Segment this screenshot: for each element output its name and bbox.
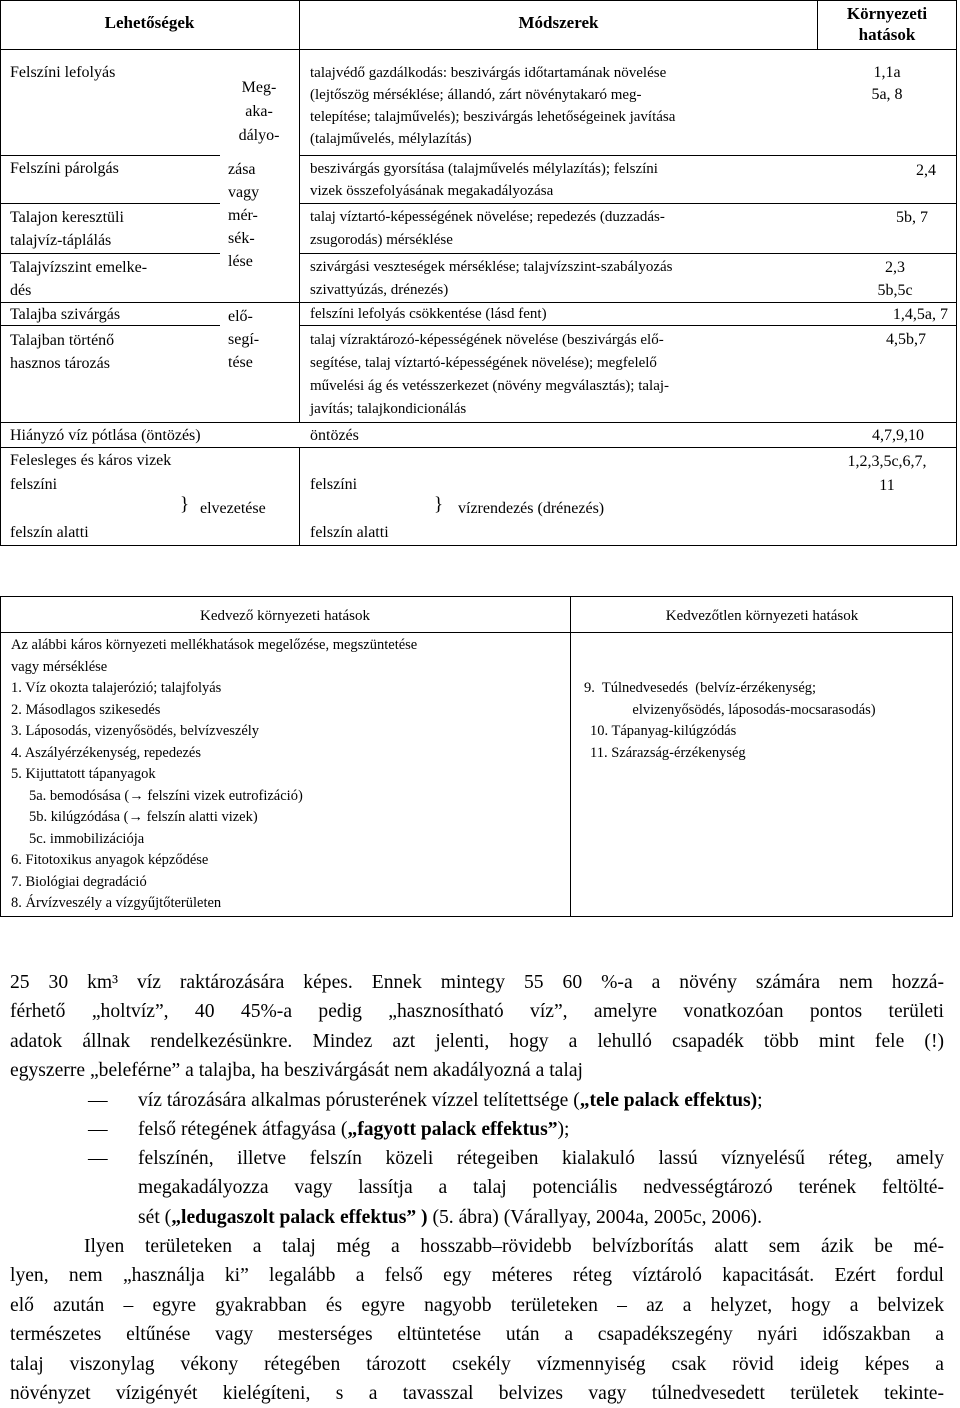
row2-method: beszivárgás gyorsítása (talajművelés mélylazítás); felszíni vizek összefolyásának megakadályozása — [310, 161, 658, 199]
row8-surface-label: felszíni — [10, 476, 58, 493]
row1-method: talajvédő gazdálkodás: beszivárgás időtartamának növelése (lejtőszög mérséklése; állandó, zárt növénytakaró meg- telepítése; talajművelés); beszivárgás lehetőségeinek javítása (talajművelés, mélylazítás) — [310, 65, 676, 147]
list-item: 4. Aszályérzékenység, repedezés — [11, 744, 202, 761]
row8-method: vízrendezés (drénezés) — [458, 500, 605, 517]
list-item: 10. Tápanyag-kilúgzódás — [590, 723, 737, 739]
list-item: 8. Árvízveszély a vízgyűjtőterületen — [11, 895, 222, 911]
header-unfavorable-effects: Kedvezőtlen környezeti hatások — [665, 608, 859, 624]
unfavorable-effects-list — [584, 678, 924, 764]
list-item: 5b. kilúgzódása (→ felszín alatti vizek) — [29, 809, 258, 825]
row8-possibility-title: Felesleges és káros vizek — [10, 452, 172, 469]
row6-effects: 4,5b,7 — [886, 331, 926, 348]
row2-effects: 2,4 — [916, 162, 936, 179]
favorable-effects-list — [11, 635, 417, 915]
list-item: 7. Biológiai degradáció — [11, 873, 147, 890]
header-effects: Környezeti hatások — [846, 4, 928, 44]
bullet-dash: — — [88, 1090, 108, 1111]
bullet-item-plugged-bottle: felszínén, illetve felszín közeli rétegeiben kialakuló lassú víznyelésű réteg, amely megakadályozza vagy lassítja a talaj potenciális nedvességtározó terének feltölté- sét („ledugaszolt palack effektus” ) (5. ábra) (Várallyay, 2004a, 2005c, 2006). — [138, 1148, 944, 1228]
row2-possibility: Felszíni párolgás — [10, 160, 119, 177]
list-item: 5. Kijuttatott tápanyagok — [11, 766, 156, 782]
row4-effects: 2,3 5b,5c — [877, 259, 913, 299]
body-paragraph-2: Ilyen területeken a talaj még a hosszabb–rövidebb belvízborítás alatt sem ázik be mé- lyen, nem „használja ki” legalább a felső egy méteres réteg víztároló kapacitását. Ezért fordul elő azután – egyre gyakrabban és egyre nagyobb területeken – az a helyzet, hogy a belvizek természetes eltűnése vagy mesterséges eltüntetése után a csapadékszegény nyári időszakban a talaj viszonylag vékony rétegében tározott csekély vízmennyiség csak rövid ideig képes a növényzet vízigényét kielégíteni, s a tavasszal belvizes vagy túlnedvesedett területek tekinte- — [10, 1236, 944, 1405]
list-item: Az alábbi káros környezeti mellékhatások megelőzése, megszüntetése — [11, 637, 418, 653]
row8-method-surface: felszíni — [310, 476, 358, 493]
list-item: 6. Fitotoxikus anyagok képződése — [11, 852, 209, 868]
merged-cell-prevention-2: zása vagy mér- sék- lése — [228, 161, 260, 270]
list-item: 2. Másodlagos szikesedés — [11, 701, 161, 718]
row7-effects: 4,7,9,10 — [872, 427, 924, 444]
bullet-dash: — — [88, 1148, 108, 1169]
row1-effects: 1,1a 5a, 8 — [871, 64, 903, 103]
row6-method: talaj vízraktározó-képességének növelése (beszivárgás elő- segítése, talaj víztartó-képességének növelése); megfelelő művelési ág és vetésszerkezet (növény megválasztás); talaj- javítás; talajkondicionálás — [310, 332, 670, 417]
header-favorable-effects: Kedvező környezeti hatások — [200, 608, 370, 624]
row3-effects: 5b, 7 — [896, 209, 928, 226]
row5-effects: 1,4,5a, 7 — [892, 306, 948, 323]
row8-drainage-label: elvezetése — [200, 500, 266, 517]
row5-possibility: Talajba szivárgás — [10, 306, 121, 323]
list-item: 9. Túlnedvesedés (belvíz-érzékenység; — [584, 680, 817, 696]
brace-icon: } — [434, 494, 444, 515]
list-item: 11. Szárazság-érzékenység — [590, 744, 746, 761]
list-item: 3. Láposodás, vizenyősödés, belvízveszély — [11, 723, 260, 739]
row5-method: felszíni lefolyás csökkentése (lásd fent) — [310, 306, 547, 322]
header-possibilities: Lehetőségek — [104, 13, 195, 32]
brace-icon: } — [180, 494, 190, 515]
bullet-item-frozen-bottle: felső rétegének átfagyása („fagyott palack effektus”); — [138, 1119, 570, 1140]
row7-possibility: Hiányzó víz pótlása (öntözés) — [10, 427, 201, 444]
list-item: 5a. bemodósása (→ felszíni vizek eutrofizáció) — [29, 787, 303, 804]
row6-possibility: Talajban történő hasznos tározás — [10, 332, 115, 372]
row8-subsurface-label: felszín alatti — [10, 524, 89, 541]
list-item: elvizenyősödés, láposodás-mocsarasodás) — [632, 701, 876, 718]
row1-possibility: Felszíni lefolyás — [10, 64, 116, 81]
row3-method: talaj víztartó-képességének növelése; repedezés (duzzadás- zsugorodás) mérséklése — [310, 209, 665, 248]
merged-cell-promotion: elő- segí- tése — [228, 308, 260, 371]
row8-method-subsurface: felszín alatti — [310, 524, 389, 541]
row4-method: szivárgási veszteségek mérséklése; talajvízszint-szabályozás szivattyúzás, drénezés) — [310, 259, 673, 298]
list-item: 5c. immobilizációja — [29, 830, 145, 847]
header-methods: Módszerek — [518, 13, 599, 32]
body-paragraph-1: 25 30 km³ víz raktározására képes. Ennek mintegy 55 60 %-a a növény számára nem hozzá- férhető „holtvíz”, 40 45%-a pedig „hasznosítható víz”, amelyre vonatkozóan pontos területi adatok állnak rendelkezésünkre. Mindez azt jelenti, hogy a lehulló csapadék több mint fele (!) egyszerre „beleférne” a talajba, ha beszivárgását nem akadályozná a talaj — [10, 972, 944, 1082]
list-item: 1. Víz okozta talajerózió; talajfolyás — [11, 680, 222, 696]
row3-possibility: Talajon keresztüli talajvíz-táplálás — [10, 209, 124, 249]
merged-cell-prevention: Meg- aka- dályo- — [238, 79, 280, 144]
row4-possibility: Talajvízszint emelke- dés — [10, 259, 148, 299]
bullet-item-full-bottle: víz tározására alkalmas pórusterének vízzel telítettsége („tele palack effektus); — [138, 1090, 763, 1111]
list-item: vagy mérséklése — [11, 658, 108, 675]
row8-effects: 1,2,3,5c,6,7, 11 — [847, 453, 927, 494]
bullet-dash: — — [88, 1119, 108, 1140]
row7-method: öntözés — [310, 427, 359, 444]
